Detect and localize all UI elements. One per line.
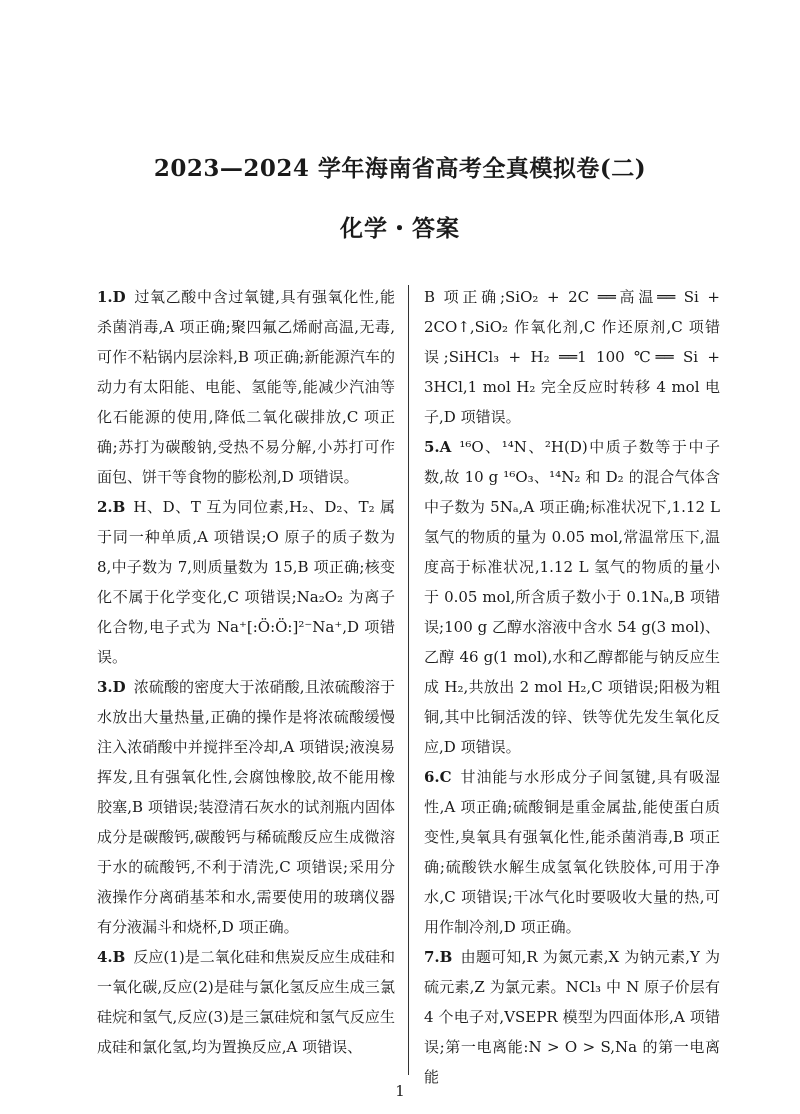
item-number: 6. (424, 768, 440, 786)
item-number: 4. (97, 948, 113, 966)
item-answer: B (112, 498, 126, 516)
item-explanation: B 项正确;SiO₂ + 2C ══高温══ Si + 2CO↑,SiO₂ 作氧化剂,C 作还原剂,C 项错误;SiHCl₃ + H₂ ══1 100 ℃══ Si + 3HCl,1 mol H₂ 完全反应时转移 4 mol 电子,D 项错误。 (424, 288, 720, 426)
item-number: 3. (97, 678, 113, 696)
item-explanation: 由题可知,R 为氮元素,X 为钠元素,Y 为硫元素,Z 为氯元素。NCl₃ 中 N 原子价层有 4 个电子对,VSEPR 模型为四面体形,A 项错误;第一电离能:N > O > S,Na 的第一电离能 (424, 948, 720, 1086)
answer-item-3 (97, 672, 395, 942)
item-explanation: H、D、T 互为同位素,H₂、D₂、T₂ 属于同一种单质,A 项错误;O 原子的质子数为 8,中子数为 7,则质量数为 15,B 项正确;核变化不属于化学变化,C 项错误;Na₂O₂ 为离子化合物,电子式为 Na⁺[:Ö:Ö:]²⁻Na⁺,D 项错误。 (97, 498, 395, 666)
document-subtitle: 化学・答案 (340, 215, 460, 242)
item-explanation: 甘油能与水形成分子间氢键,具有吸湿性,A 项正确;硫酸铜是重金属盐,能使蛋白质变性,臭氧具有强氧化性,能杀菌消毒,B 项正确;硫酸铁水解生成氢氧化铁胶体,可用于净水,C 项错误;干冰气化时要吸收大量的热,可用作制冷剂,D 项正确。 (424, 768, 720, 936)
item-answer: B (112, 948, 126, 966)
item-answer: C (439, 768, 452, 786)
document-title: 2023—2024 学年海南省高考全真模拟卷(二) (153, 155, 647, 182)
item-answer: D (112, 288, 126, 306)
answer-item-4-continued (424, 282, 720, 432)
item-explanation: 反应(1)是二氧化硅和焦炭反应生成硅和一氧化碳,反应(2)是硅与氯化氢反应生成三氯硅烷和氢气,反应(3)是三氯硅烷和氢气反应生成硅和氯化氢,均为置换反应,A 项错误、 (97, 948, 395, 1056)
page-number: 1 (395, 1082, 405, 1100)
item-explanation: 浓硫酸的密度大于浓硝酸,且浓硫酸溶于水放出大量热量,正确的操作是将浓硫酸缓慢注入浓硝酸中并搅拌至冷却,A 项错误;液溴易挥发,且有强氧化性,会腐蚀橡胶,故不能用橡胶塞,B 项错误;装澄清石灰水的试剂瓶内固体成分是碳酸钙,碳酸钙与稀硫酸反应生成微溶于水的硫酸钙,不利于清洗,C 项错误;采用分液操作分离硝基苯和水,需要使用的玻璃仪器有分液漏斗和烧杯,D 项正确。 (97, 678, 395, 936)
item-explanation: 过氧乙酸中含过氧键,具有强氧化性,能杀菌消毒,A 项正确;聚四氟乙烯耐高温,无毒,可作不粘锅内层涂料,B 项正确;新能源汽车的动力有太阳能、电能、氢能等,能减少汽油等化石能源的使用,降低二氧化碳排放,C 项正确;苏打为碳酸钠,受热不易分解,小苏打可作面包、饼干等食物的膨松剂,D 项错误。 (97, 288, 395, 486)
item-number: 7. (424, 948, 440, 966)
left-column (97, 282, 395, 1062)
answer-item-4 (97, 942, 395, 1062)
answer-item-1 (97, 282, 395, 492)
item-number: 1. (97, 288, 113, 306)
answer-item-2 (97, 492, 395, 672)
item-number: 2. (97, 498, 113, 516)
right-column (424, 282, 720, 1092)
answer-item-7 (424, 942, 720, 1092)
item-answer: B (439, 948, 453, 966)
answer-item-6 (424, 762, 720, 942)
item-answer: A (439, 438, 452, 456)
answer-item-5 (424, 432, 720, 762)
column-divider (408, 285, 409, 1075)
item-answer: D (112, 678, 126, 696)
item-explanation: ¹⁶O、¹⁴N、²H(D)中质子数等于中子数,故 10 g ¹⁶O₃、¹⁴N₂ 和 D₂ 的混合气体含中子数为 5Nₐ,A 项正确;标准状况下,1.12 L 氢气的物质的量为 0.05 mol,常温常压下,温度高于标准状况,1.12 L 氢气的物质的量小于 0.05 mol,所含质子数小于 0.1Nₐ,B 项错误;100 g 乙醇水溶液中含水 54 g(3 mol)、乙醇 46 g(1 mol),水和乙醇都能与钠反应生成 H₂,共放出 2 mol H₂,C 项错误;阳极为粗铜,其中比铜活泼的锌、铁等优先发生氧化反应,D 项错误。 (424, 438, 720, 756)
item-number: 5. (424, 438, 440, 456)
